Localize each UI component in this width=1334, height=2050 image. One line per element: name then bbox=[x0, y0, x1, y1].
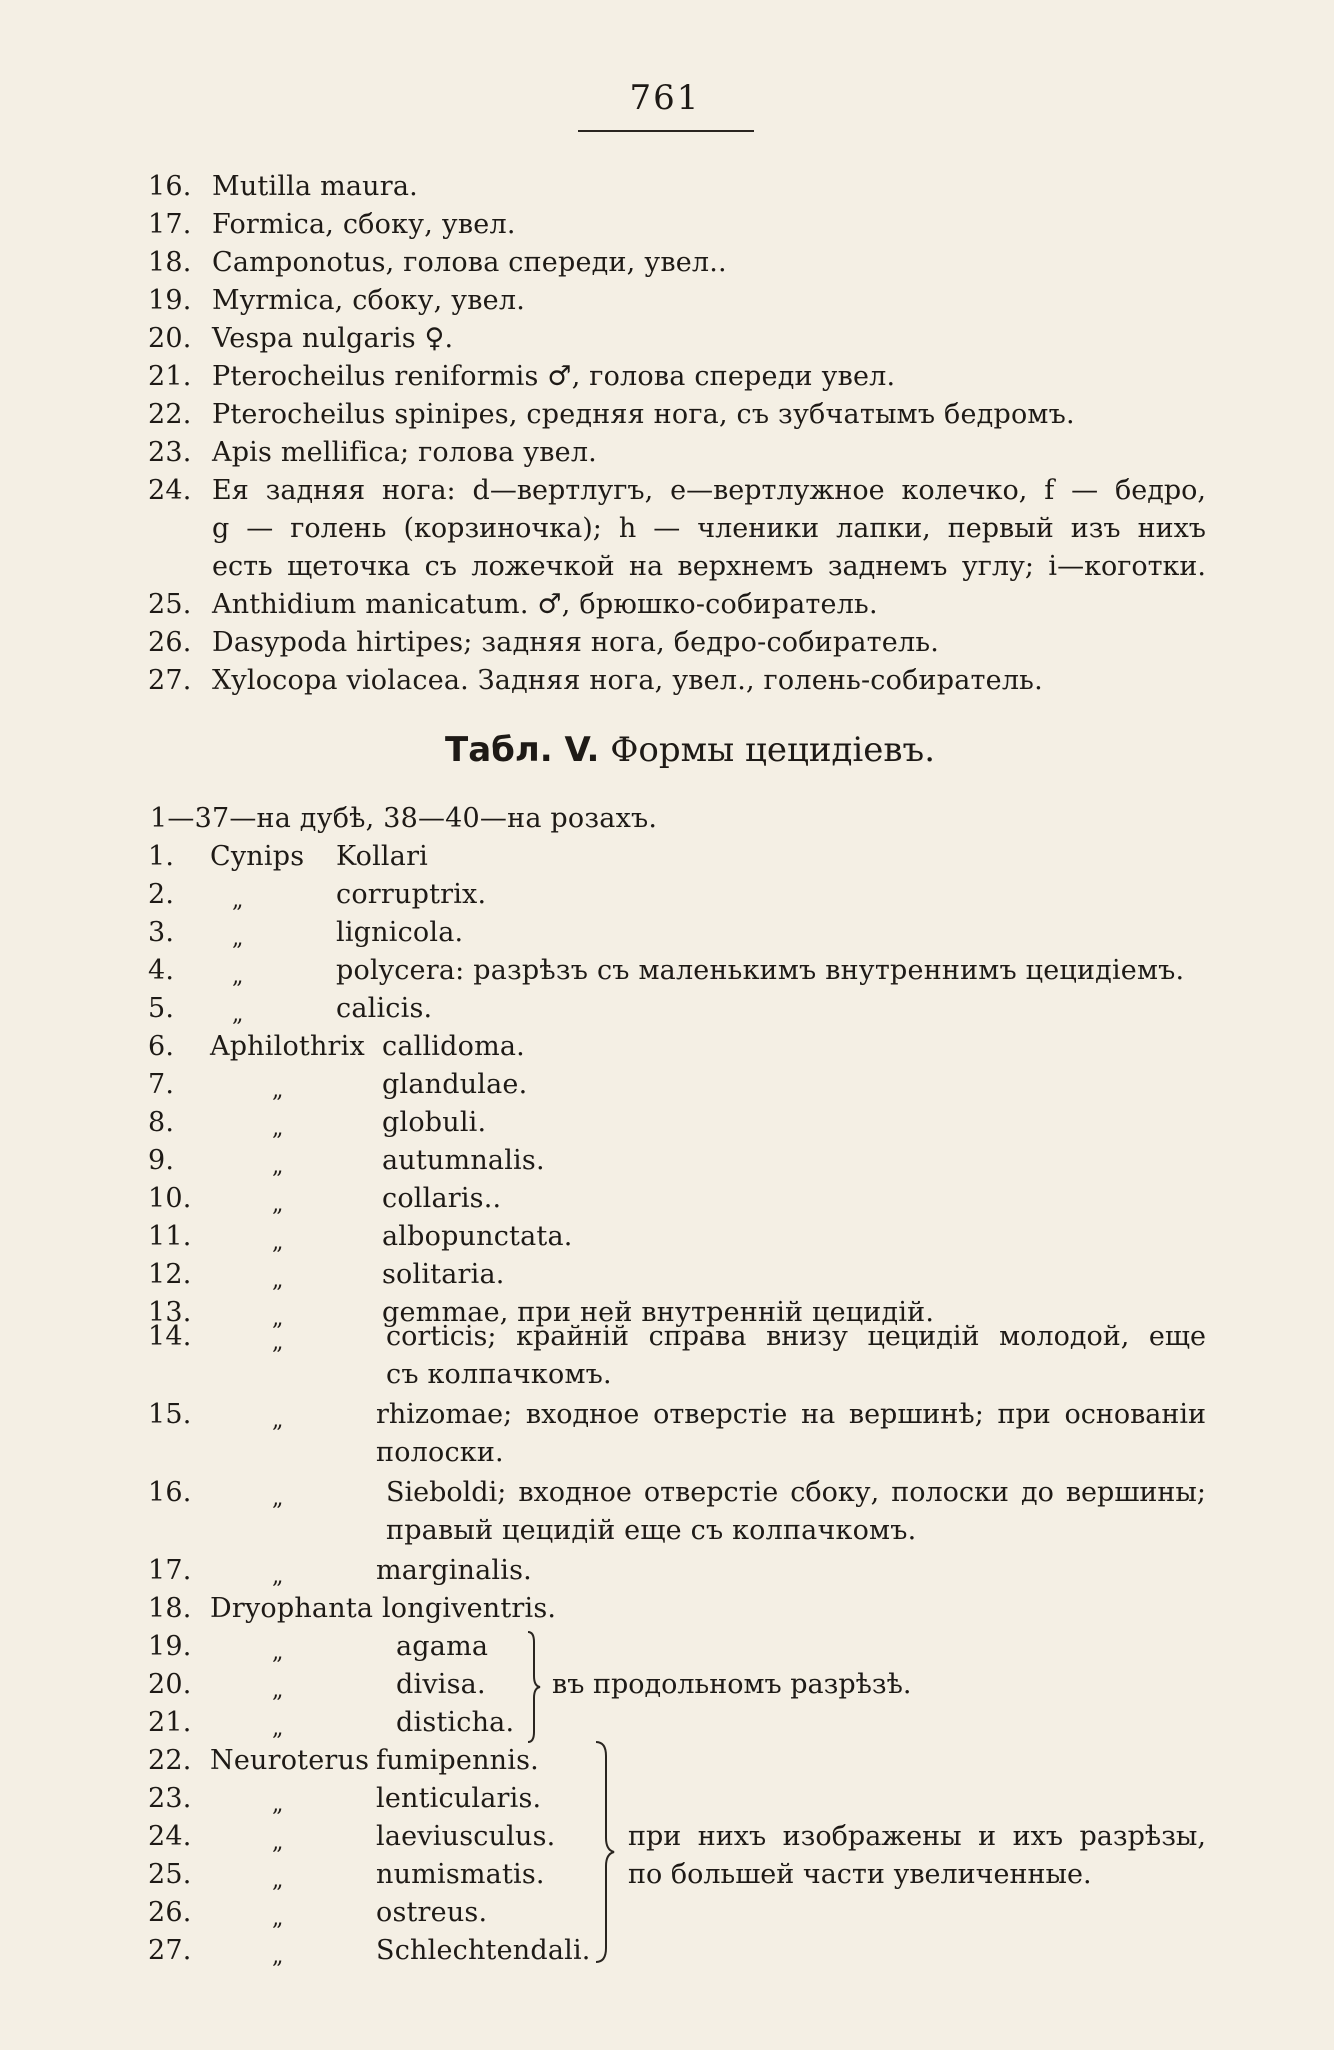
ditto-mark: „ bbox=[272, 1716, 284, 1741]
item-text: Sieboldi; входное отверстiе сбоку, полоски до вершины; bbox=[386, 1477, 1206, 1508]
item-text: Anthidium manicatum. ♂, брюшко-собиратель. bbox=[212, 589, 878, 620]
item-text: corticis; крайнiй справа внизу цецидiй молодой, еще bbox=[386, 1321, 1206, 1352]
item-text: Vespa nulgaris ♀. bbox=[212, 323, 454, 354]
ditto-mark: „ bbox=[272, 1192, 284, 1217]
item-text: g — голень (корзиночка); h — членики лапки, первый изъ нихъ bbox=[212, 513, 1206, 544]
page-number-rule bbox=[578, 130, 754, 132]
item-text: Kollari bbox=[336, 841, 429, 872]
item-number: 27. bbox=[148, 1935, 192, 1966]
item-text: solitaria. bbox=[382, 1259, 505, 1290]
item-number: 27. bbox=[148, 665, 192, 696]
ditto-mark: „ bbox=[272, 1868, 284, 1893]
ditto-mark: „ bbox=[272, 1268, 284, 1293]
item-text-cont: полоски. bbox=[376, 1437, 504, 1468]
item-number: 4. bbox=[148, 955, 175, 986]
item-text: polycera: разрѣзъ съ маленькимъ внутреннимъ цецидiемъ. bbox=[336, 955, 1185, 986]
item-text: collaris.. bbox=[382, 1183, 502, 1214]
ditto-mark: „ bbox=[232, 926, 244, 951]
ditto-mark: „ bbox=[272, 1078, 284, 1103]
item-text: fumipennis. bbox=[376, 1745, 539, 1776]
item-text: divisa. bbox=[396, 1669, 486, 1700]
item-number: 25. bbox=[148, 1859, 192, 1890]
item-text-cont: съ колпачкомъ. bbox=[386, 1359, 612, 1390]
ditto-mark: „ bbox=[232, 964, 244, 989]
brace-note: въ продольномъ разрѣзѣ. bbox=[552, 1669, 912, 1700]
item-text: Myrmica, сбоку, увел. bbox=[212, 285, 525, 316]
item-text: disticha. bbox=[396, 1707, 515, 1738]
ditto-mark: „ bbox=[272, 1486, 284, 1511]
item-number: 3. bbox=[148, 917, 175, 948]
genus-name: Neuroterus bbox=[210, 1745, 370, 1776]
item-text: marginalis. bbox=[376, 1555, 532, 1586]
ditto-mark: „ bbox=[272, 1116, 284, 1141]
genus-name: Cynips bbox=[210, 841, 305, 872]
curly-brace bbox=[522, 1630, 542, 1744]
item-number: 23. bbox=[148, 1783, 192, 1814]
item-number: 17. bbox=[148, 209, 192, 240]
item-number: 10. bbox=[148, 1183, 192, 1214]
item-number: 13. bbox=[148, 1297, 192, 1328]
item-text: rhizomae; входное отверстiе на вершинѣ; при основанiи bbox=[376, 1399, 1206, 1430]
item-text: Pterocheilus reniformis ♂, голова спереди увел. bbox=[212, 361, 896, 392]
ditto-mark: „ bbox=[272, 1230, 284, 1255]
ditto-mark: „ bbox=[272, 1906, 284, 1931]
item-number: 26. bbox=[148, 1897, 192, 1928]
item-text: callidoma. bbox=[382, 1031, 525, 1062]
ditto-mark: „ bbox=[272, 1640, 284, 1665]
item-text: corruptrix. bbox=[336, 879, 487, 910]
ditto-mark: „ bbox=[272, 1792, 284, 1817]
item-text: Pterocheilus spinipes, средняя нога, съ зубчатымъ бедромъ. bbox=[212, 399, 1075, 430]
ditto-mark: „ bbox=[272, 1944, 284, 1969]
item-number: 18. bbox=[148, 247, 192, 278]
item-number: 5. bbox=[148, 993, 175, 1024]
ditto-mark: „ bbox=[232, 1002, 244, 1027]
item-text: autumnalis. bbox=[382, 1145, 545, 1176]
item-number: 24. bbox=[148, 1821, 192, 1852]
item-number: 22. bbox=[148, 1745, 192, 1776]
item-number: 24. bbox=[148, 475, 192, 506]
item-text: laeviusculus. bbox=[376, 1821, 556, 1852]
item-text: Schlechtendali. bbox=[376, 1935, 591, 1966]
item-text: lignicola. bbox=[336, 917, 464, 948]
item-text: calicis. bbox=[336, 993, 433, 1024]
item-text: Mutilla maura. bbox=[212, 171, 418, 202]
item-number: 12. bbox=[148, 1259, 192, 1290]
ditto-mark: „ bbox=[272, 1564, 284, 1589]
ditto-mark: „ bbox=[232, 888, 244, 913]
item-text: Apis mellifica; голова увел. bbox=[212, 437, 597, 468]
item-number: 1. bbox=[148, 841, 175, 872]
item-number: 26. bbox=[148, 627, 192, 658]
item-number: 6. bbox=[148, 1031, 175, 1062]
item-text: Xylocopa violacea. Задняя нога, увел., голень-собиратель. bbox=[212, 665, 1043, 696]
item-text: globuli. bbox=[382, 1107, 487, 1138]
item-text-cont: правый цецидiй еще съ колпачкомъ. bbox=[386, 1515, 917, 1546]
item-text: Formica, сбоку, увел. bbox=[212, 209, 516, 240]
item-number: 16. bbox=[148, 171, 192, 202]
item-number: 9. bbox=[148, 1145, 175, 1176]
ditto-mark: „ bbox=[272, 1306, 284, 1331]
genus-name: Aphilothrix bbox=[210, 1031, 365, 1062]
item-number: 8. bbox=[148, 1107, 175, 1138]
ditto-mark: „ bbox=[272, 1830, 284, 1855]
item-number: 18. bbox=[148, 1593, 192, 1624]
curly-brace bbox=[592, 1740, 616, 1964]
item-text: Dasypoda hirtipes; задняя нога, бедро-собиратель. bbox=[212, 627, 940, 658]
item-text: albopunctata. bbox=[382, 1221, 573, 1252]
list-intro: 1—37—на дубѣ, 38—40—на розахъ. bbox=[150, 803, 658, 834]
item-number: 21. bbox=[148, 361, 192, 392]
item-text: есть щеточка съ ложечкой на верхнемъ заднемъ углу; i—коготки. bbox=[212, 551, 1206, 582]
item-text: Dryophanta longiventris. bbox=[210, 1593, 557, 1624]
item-number: 20. bbox=[148, 1669, 192, 1700]
heading-title: Формы цецидiевъ. bbox=[610, 730, 935, 770]
item-text: agama bbox=[396, 1631, 489, 1662]
item-text: numismatis. bbox=[376, 1859, 545, 1890]
brace-note-line1: при нихъ изображены и ихъ разрѣзы, bbox=[628, 1821, 1206, 1852]
item-text: Camponotus, голова спереди, увел.. bbox=[212, 247, 727, 278]
item-text: Ея задняя нога: d—вертлугъ, e—вертлужное колечко, f — бедро, bbox=[212, 475, 1206, 506]
item-number: 25. bbox=[148, 589, 192, 620]
ditto-mark: „ bbox=[272, 1678, 284, 1703]
item-number: 14. bbox=[148, 1321, 192, 1352]
table-heading bbox=[410, 730, 970, 770]
item-number: 22. bbox=[148, 399, 192, 430]
ditto-mark: „ bbox=[272, 1154, 284, 1179]
heading-prefix: Табл. V. bbox=[445, 730, 600, 770]
item-text: gemmae, при ней внутреннiй цецидiй. bbox=[382, 1297, 935, 1328]
item-number: 17. bbox=[148, 1555, 192, 1586]
item-number: 19. bbox=[148, 285, 192, 316]
item-text: ostreus. bbox=[376, 1897, 488, 1928]
page-number: 761 bbox=[629, 78, 701, 118]
item-number: 11. bbox=[148, 1221, 192, 1252]
item-number: 19. bbox=[148, 1631, 192, 1662]
brace-note-line2: по большей части увеличенные. bbox=[628, 1859, 1092, 1890]
ditto-mark: „ bbox=[272, 1330, 284, 1355]
item-number: 16. bbox=[148, 1477, 192, 1508]
item-number: 15. bbox=[148, 1399, 192, 1430]
item-number: 23. bbox=[148, 437, 192, 468]
item-text: glandulae. bbox=[382, 1069, 528, 1100]
item-number: 20. bbox=[148, 323, 192, 354]
ditto-mark: „ bbox=[272, 1408, 284, 1433]
item-number: 2. bbox=[148, 879, 175, 910]
item-text: lenticularis. bbox=[376, 1783, 542, 1814]
item-number: 21. bbox=[148, 1707, 192, 1738]
item-number: 7. bbox=[148, 1069, 175, 1100]
